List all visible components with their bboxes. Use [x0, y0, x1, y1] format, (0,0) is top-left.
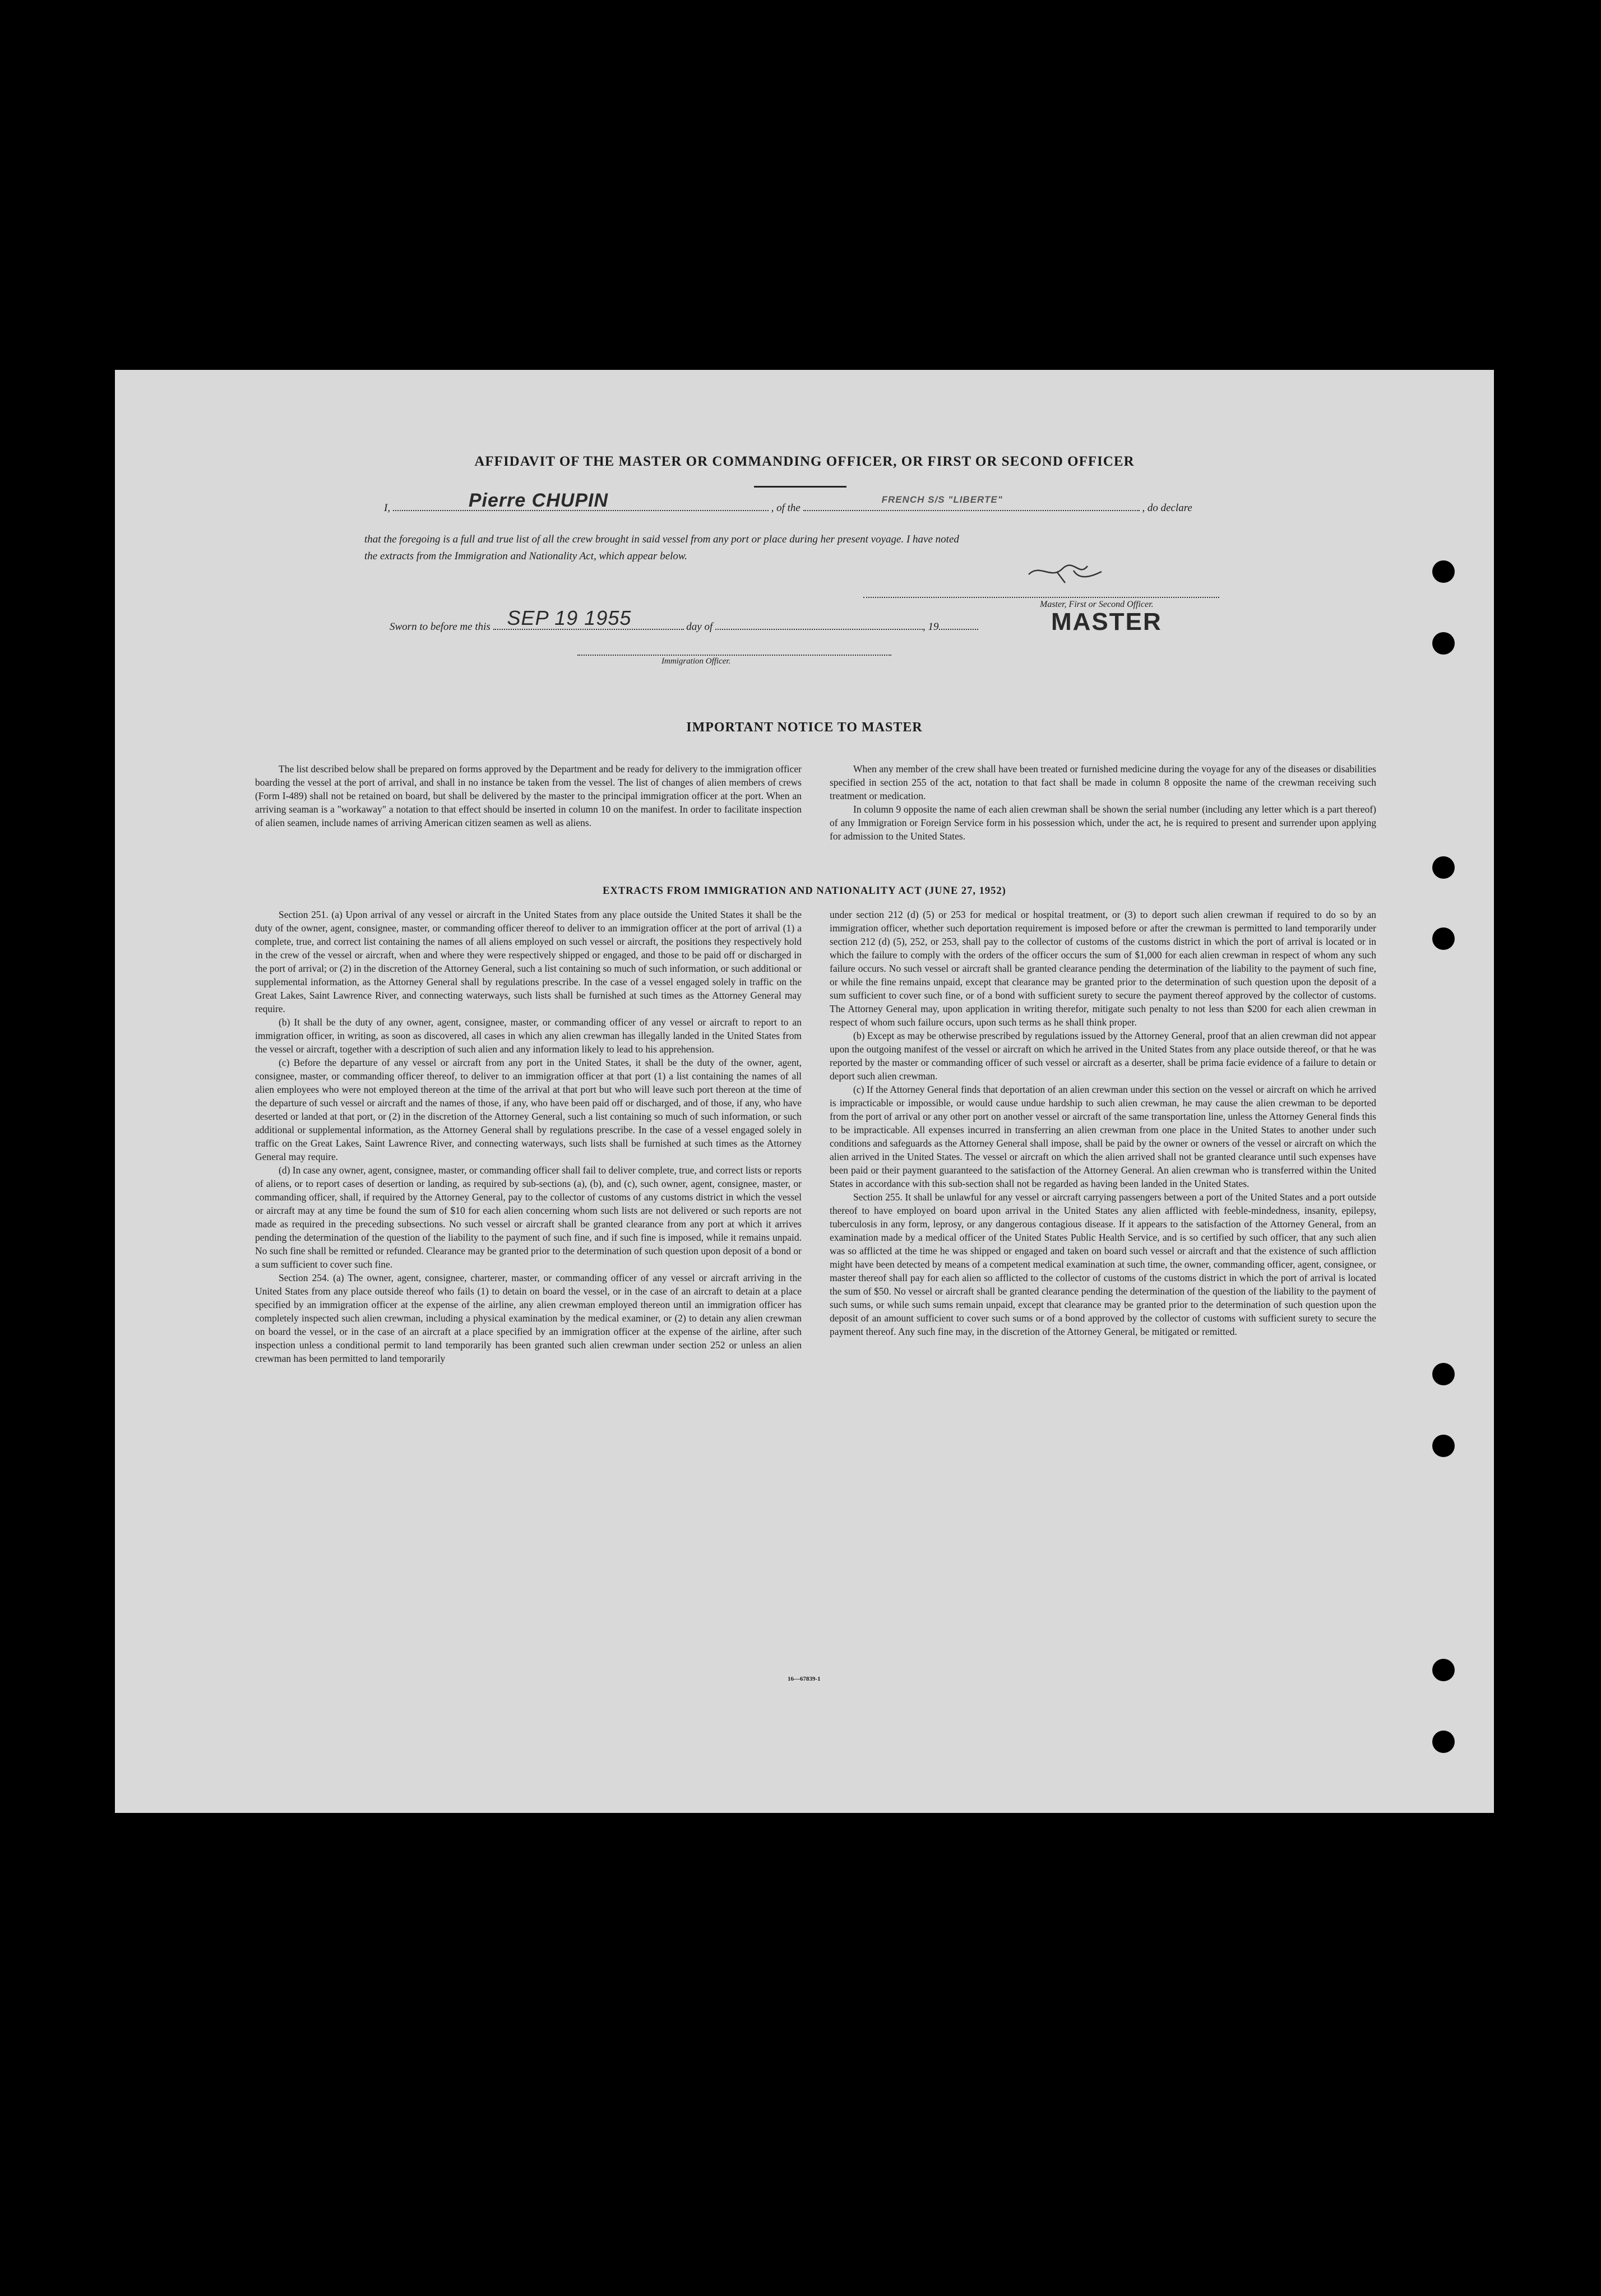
vessel-name: FRENCH S/S "LIBERTE" [881, 494, 1003, 505]
section-251c: (c) Before the departure of any vessel or aircraft from any port in the United States, it shall be the duty of the owner, agent, consignee, master, or commanding officer thereof, to deliver to an immigration officer at that port (1) a list containing the names of all alien employees who were not employed thereon at the time of the arrival at that port but who will leave such port thereon at the time of the departure of such vessel or aircraft and the names of those, if any, who have been paid off or discharged, and of those, if any, who have deserted or landed at that port, or (2) in the discretion of the Attorney General, such a list containing so much of such information, or such additional or supplemental information, as the Attorney General shall by regulations prescribe. In the case of a vessel engaged solely in traffic on the Great Lakes, Saint Lawrence River, and connecting waterways, such lists shall be furnished at such times as the Attorney General may require. [255, 1057, 802, 1162]
notice-right-paragraph-2: In column 9 opposite the name of each alien crewman shall be shown the serial number (including any letter which is a part thereof) of any Immigration or Foreign Service form in his possession which, under the act, he is required to present and surrender upon applying for admission to the United States. [830, 804, 1376, 842]
extracts-title: EXTRACTS FROM IMMIGRATION AND NATIONALITY ACT (JUNE 27, 1952) [603, 885, 1006, 897]
section-251d: (d) In case any owner, agent, consignee, master, or commanding officer shall fail to deliver complete, true, and correct lists or reports of aliens, or to report cases of desertion or landing, as required by sub-sections (a), (b), and (c), such owner, agent, consignee, master, or commanding officer, shall, if required by the Attorney General, pay to the collector of customs of any customs district in which the vessel or aircraft may at any time be found the sum of $10 for each alien concerning whom such lists are not delivered or such reports are not made as required in the preceding subsections. No such vessel or aircraft shall be granted clearance from any port at which it arrives pending the determination of the question of the liability to the payment of such fine, and if such fine is imposed, while it remains unpaid. No such fine shall be remitted or refunded. Clearance may be granted prior to the determination of such question upon deposit of a bond or a sum sufficient to cover such fine. [255, 1165, 802, 1270]
of-the-label: , of the [771, 502, 800, 514]
form-number: 16—67839-1 [788, 1676, 821, 1682]
document-page [115, 370, 1494, 1813]
notice-right-paragraph-1: When any member of the crew shall have been treated or furnished medicine during the voyage for any of the diseases or disabilities specified in section 255 of the act, notation to that fact shall be made in column 8 opposite the name of the crewman receiving such treatment or medication. [830, 763, 1376, 801]
notice-title: IMPORTANT NOTICE TO MASTER [686, 720, 923, 735]
section-254a: Section 254. (a) The owner, agent, consignee, charterer, master, or commanding officer of any vessel or aircraft arriving in the United States from any place outside thereof who fails (1) to detain on board the vessel, or in the case of an aircraft to detain at a place specified by an immigration officer at the expense of the airline, any alien crewman employed thereon until an immigration officer has completely inspected such alien crewman, including a physical examination by the medical examiner, or (2) to detain any alien crewman on board the vessel, or in the case of an aircraft at a place specified by an immigration officer at the expense of the airline, after such inspection unless a conditional permit to land temporarily has been granted such alien crewman under section 252 or unless an alien crewman has been permitted to land temporarily [255, 1272, 802, 1364]
notice-right-column [830, 762, 1376, 843]
do-declare-label: , do declare [1142, 502, 1192, 514]
binder-hole [1432, 1435, 1455, 1457]
binder-hole [1432, 632, 1455, 655]
day-of-label: day of [686, 621, 713, 633]
sworn-line [390, 606, 978, 633]
immigration-officer-line [577, 655, 891, 656]
declaration-line-3: the extracts from the Immigration and Nationality Act, which appear below. [364, 550, 687, 562]
year-prefix: , 19 [923, 621, 939, 633]
section-251a: Section 251. (a) Upon arrival of any vessel or aircraft in the United States from any place outside the United States it shall be the duty of the owner, agent, consignee, master, or commanding officer thereof to deliver to an immigration officer at the port of arrival (1) a complete, true, and correct list containing the names of all aliens employed on such vessel or aircraft, the positions they respectively hold in the crew of the vessel or aircraft, when and where they were respectively shipped or engaged, and those to be paid off or discharged in the port of arrival; or (2) in the discretion of the Attorney General, such a list containing so much of such information, or such additional or supplemental information, as the Attorney General shall by regulations prescribe. In the case of a vessel engaged solely in traffic on the Great Lakes, Saint Lawrence River, and connecting waterways, such lists shall be furnished at such times as the Attorney General may require. [255, 909, 802, 1014]
binder-hole [1432, 1363, 1455, 1385]
title-divider [754, 486, 846, 488]
section-254a-continued: under section 212 (d) (5) or 253 for medical or hospital treatment, or (3) to deport such alien crewman if required to do so by an immigration officer, whether such deportation requirement is imposed before or after the crewman is permitted to land temporarily under section 212 (d) (5), 252, or 253, shall pay to the collector of customs of the customs district in which the port of arrival is located or in which the failure to comply with the orders of the officer occurs the sum of $1,000 for each alien crewman in respect of whom any such failure occurs. No such vessel or aircraft shall be granted clearance pending the determination of the liability to the payment of such fine, or while the fine remains unpaid, except that clearance may be granted prior to the determination of such question upon the deposit of a sum sufficient to cover such fine, or of a bond with sufficient surety to secure the payment thereof approved by the collector of customs. The Attorney General may, upon application in writing therefor, mitigate such penalty to not less than $200 for each alien crewman in respect of whom such failure occurs, upon such terms as he shall think proper. [830, 909, 1376, 1028]
binder-hole [1432, 560, 1455, 583]
binder-hole [1432, 927, 1455, 950]
binder-hole [1432, 1731, 1455, 1753]
section-251b: (b) It shall be the duty of any owner, agent, consignee, master, or commanding officer of any vessel or aircraft to report to an immigration officer, in writing, as soon as discovered, all cases in which any alien crewman has illegally landed in the United States from the vessel or aircraft, together with a description of such alien and any information likely to lead to his apprehension. [255, 1017, 802, 1055]
master-signature [1023, 555, 1113, 588]
extracts-left-column [255, 908, 802, 1365]
extracts-right-column [830, 908, 1376, 1338]
notice-left-paragraph: The list described below shall be prepared on forms approved by the Department and be ready for delivery to the immigration officer boarding the vessel at the port of arrival, and shall in no instance be taken from the vessel. The list of changes of alien members of crews (Form I-489) shall not be retained on board, but shall be delivered by the master to the principal immigration officer at the port. When an arriving seaman is a "workaway" a notation to that effect should be inserted in column 10 on the manifest. In order to facilitate inspection of alien seamen, include names of arriving American citizen seamen as well as aliens. [255, 763, 802, 828]
declaration-line-2: that the foregoing is a full and true list of all the crew brought in said vessel from any port or place during her present voyage. I have noted [364, 534, 959, 545]
binder-hole [1432, 856, 1455, 879]
master-stamp: MASTER [1051, 608, 1162, 636]
section-254c: (c) If the Attorney General finds that deportation of an alien crewman under this section on the vessel or aircraft on which he arrived is impracticable or impossible, or would cause undue hardship to such alien crewman, he may cause the alien crewman to be deported from the port of arrival or any other port on another vessel or aircraft of the same transportation line, unless the Attorney General finds this to be impracticable. All expenses incurred in transferring an alien crewman from one place in the United States to another under such conditions and safeguards as the Attorney General shall impose, shall be paid by the owner or owners of the vessel or aircraft on which the alien arrived in the United States. The vessel or aircraft on which the alien arrived shall not be granted clearance until such expenses have been paid or their payment guaranteed to the satisfaction of the Attorney General. An alien crewman who is transferred within the United States in accordance with this sub-section shall not be regarded as having been landed in the United States. [830, 1084, 1376, 1189]
declaration-line [384, 490, 1192, 514]
affidavit-title: AFFIDAVIT OF THE MASTER OR COMMANDING OFFICER, OR FIRST OR SECOND OFFICER [474, 454, 1135, 469]
officer-caption: Master, First or Second Officer. [1040, 600, 1154, 609]
signature-line [863, 597, 1219, 598]
section-254b: (b) Except as may be otherwise prescribed by regulations issued by the Attorney General, proof that an alien crewman did not appear upon the outgoing manifest of the vessel or aircraft on which he arrived in the United States from any place outside thereof, or that he was reported by the master or commanding officer of such vessel or aircraft as a deserter, shall be prima facie evidence of a failure to detain or deport such alien crewman. [830, 1030, 1376, 1082]
binder-hole [1432, 1659, 1455, 1681]
immigration-officer-caption: Immigration Officer. [661, 657, 731, 666]
sworn-label: Sworn to before me this [390, 621, 491, 633]
sworn-date-stamp: SEP 19 1955 [507, 606, 632, 629]
section-255: Section 255. It shall be unlawful for any vessel or aircraft carrying passengers between a port of the United States and a port outside thereof to have employed on board upon arrival in the United States any alien afflicted with feeble-mindedness, insanity, epilepsy, tuberculosis in any form, leprosy, or any dangerous contagious disease. If it appears to the satisfaction of the Attorney General, from an examination made by a medical officer of the United States Public Health Service, and is so certified by such officer, that any such alien was so afflicted at the time he was shipped or engaged and taken on board such vessel or aircraft and that the existence of such affliction might have been detected by means of a competent medical examination at such time, the owner, commanding officer, agent, consignee, or master thereof shall pay for each alien so afflicted to the collector of customs of the customs district in which the port of arrival is located the sum of $50. No vessel or aircraft shall be granted clearance pending the determination of the question of the liability to the payment of such sums, or while such sums remain unpaid, except that clearance may be granted prior to the determination of such question upon the deposit of an amount sufficient to cover such sums or of a bond approved by the collector of customs with sufficient surety to secure the payment thereof. Any such fine may, in the discretion of the Attorney General, be mitigated or remitted. [830, 1191, 1376, 1337]
master-name: Pierre CHUPIN [468, 490, 609, 511]
i-label: I, [384, 502, 391, 514]
